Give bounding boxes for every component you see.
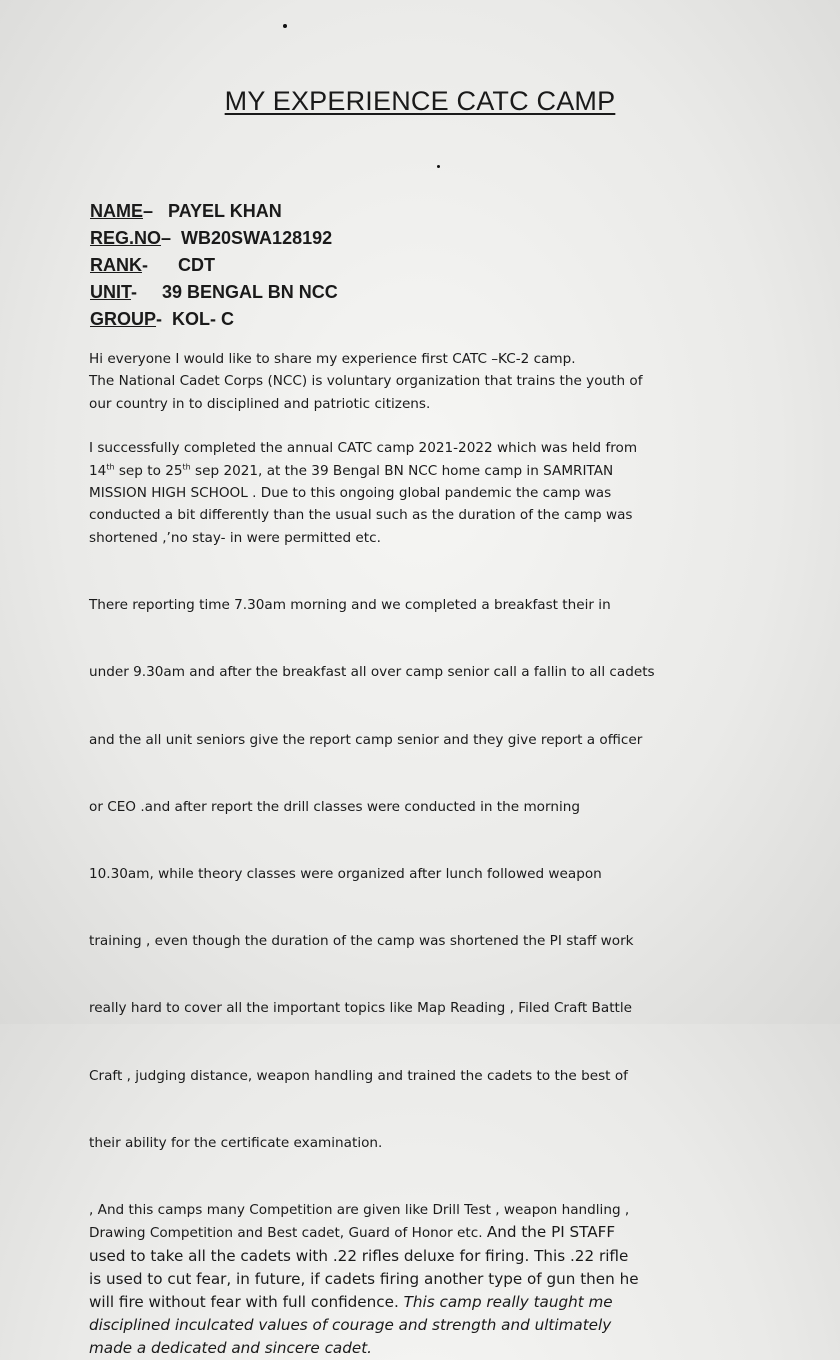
field-rank xyxy=(90,252,338,279)
field-value: CDT xyxy=(178,255,216,275)
text-line: is used to cut fear, in future, if cadets firing another type of gun then he xyxy=(89,1269,639,1288)
competition-paragraph xyxy=(89,1199,749,1360)
field-value: WB20SWA128192 xyxy=(181,228,333,248)
cadet-details xyxy=(90,198,338,333)
field-label: UNIT xyxy=(90,282,132,302)
document-title: MY EXPERIENCE CATC CAMP xyxy=(224,86,616,116)
field-value: PAYEL KHAN xyxy=(168,201,282,221)
text-line: The National Cadet Corps (NCC) is voluntary organization that trains the youth of xyxy=(89,373,643,390)
text-line: training , even though the duration of the camp was shortened the PI staff work xyxy=(89,933,634,950)
field-separator: – xyxy=(161,228,172,248)
text-line: made a dedicated and sincere cadet. xyxy=(89,1338,373,1357)
text-run: 14 xyxy=(89,462,107,479)
speck-mark xyxy=(437,165,440,168)
text-run: sep 2021, at the 39 Bengal BN NCC home camp in SAMRITAN xyxy=(190,462,614,479)
field-separator: - xyxy=(142,255,148,275)
field-label: RANK xyxy=(90,255,142,275)
daily-routine-paragraph xyxy=(89,549,749,1199)
field-separator: - xyxy=(156,309,163,329)
field-label: NAME xyxy=(90,201,143,221)
text-line: Hi everyone I would like to share my experience first CATC –KC-2 camp. xyxy=(89,351,576,367)
text-line: , And this camps many Competition are given like Drill Test , weapon handling , xyxy=(89,1202,630,1219)
ordinal-suffix: th xyxy=(182,462,191,472)
text-line: used to take all the cadets with .22 rifles deluxe for firing. This .22 rifle xyxy=(89,1246,629,1265)
text-line: or CEO .and after report the drill classes were conducted in the morning xyxy=(89,798,580,815)
field-name xyxy=(90,198,338,225)
text-line: really hard to cover all the important topics like Map Reading , Filed Craft Battle xyxy=(89,1000,633,1017)
text-line: shortened ,’no stay- in were permitted etc. xyxy=(89,529,381,546)
text-line: Craft , judging distance, weapon handling and trained the cadets to the best of xyxy=(89,1067,628,1084)
text-line: conducted a bit differently than the usual such as the duration of the camp was xyxy=(89,507,633,524)
text-run: This camp really taught me xyxy=(403,1292,613,1311)
field-separator: – xyxy=(143,201,154,221)
paragraph-gap xyxy=(89,415,749,437)
field-group xyxy=(90,306,338,333)
text-line: their ability for the certificate examination. xyxy=(89,1134,383,1151)
essay-body xyxy=(89,348,749,1360)
text-run: will fire without fear with full confidence. xyxy=(89,1292,404,1311)
field-unit xyxy=(90,279,338,306)
field-value: KOL- C xyxy=(172,309,235,329)
camp-completion-paragraph xyxy=(89,437,749,549)
field-separator: - xyxy=(131,282,138,302)
text-line: disciplined inculcated values of courage and strength and ultimately xyxy=(89,1315,612,1334)
text-line xyxy=(89,1291,749,1314)
text-line: and the all unit seniors give the report camp senior and they give report a officer xyxy=(89,731,643,748)
text-run: sep to 25 xyxy=(114,462,183,479)
field-value: 39 BENGAL BN NCC xyxy=(162,282,338,302)
text-line: our country in to disciplined and patriotic citizens. xyxy=(89,395,431,412)
text-line xyxy=(89,460,749,482)
text-line: I successfully completed the annual CATC camp 2021-2022 which was held from xyxy=(89,440,638,457)
text-line xyxy=(89,1221,749,1244)
field-label: GROUP xyxy=(90,309,157,329)
ordinal-suffix: th xyxy=(106,462,115,472)
text-run: Drawing Competition and Best cadet, Guard of Honor etc. xyxy=(89,1225,487,1242)
speck-mark xyxy=(283,24,287,28)
field-label: REG.NO xyxy=(90,228,162,248)
text-line: MISSION HIGH SCHOOL . Due to this ongoing global pandemic the camp was xyxy=(89,485,612,502)
text-line: under 9.30am and after the breakfast all over camp senior call a fallin to all cadets xyxy=(89,664,655,681)
text-line: 10.30am, while theory classes were organized after lunch followed weapon xyxy=(89,865,602,882)
field-regno xyxy=(90,225,338,252)
intro-paragraph xyxy=(89,348,749,415)
text-line: There reporting time 7.30am morning and we completed a breakfast their in xyxy=(89,597,611,614)
text-run: And the PI STAFF xyxy=(486,1223,616,1242)
